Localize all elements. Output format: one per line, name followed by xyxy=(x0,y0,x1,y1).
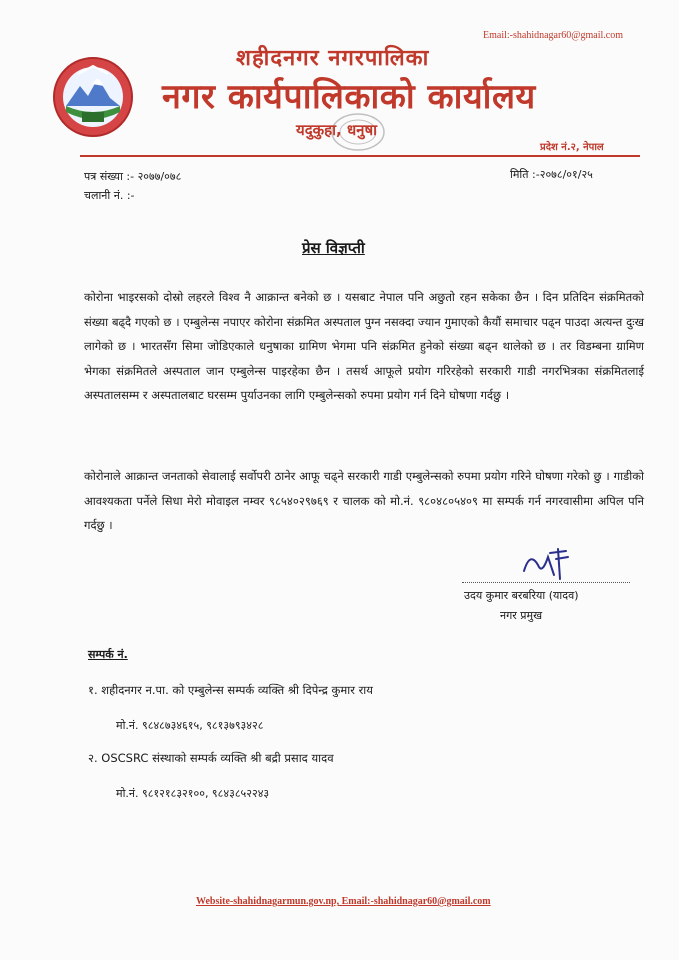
header-email: Email:-shahidnagar60@gmail.com xyxy=(483,30,624,41)
signer-name: उदय कुमार बरबरिया (यादव) xyxy=(464,589,579,602)
contact-phone-1: मो.नं. ९८४८७३४६१५, ९८१३७९३४२८ xyxy=(116,719,264,732)
office-name: नगर कार्यपालिकाको कार्यालय xyxy=(162,77,536,117)
signer-designation: नगर प्रमुख xyxy=(500,609,543,622)
contacts-heading: सम्पर्क नं. xyxy=(88,648,128,661)
letter-date: मिति :-२०७८/०१/२५ xyxy=(510,168,593,181)
reference-number: पत्र संख्या :- २०७७/०७८ xyxy=(84,170,182,183)
header-divider xyxy=(80,155,640,157)
signature-icon xyxy=(520,545,570,581)
letter-ref-block xyxy=(84,167,181,205)
dispatch-number: चलानी नं. :- xyxy=(84,189,135,202)
contact-item-1: १. शहीदनगर न.पा. को एम्बुलेन्स सम्पर्क व्यक्ति श्री दिपेन्द्र कुमार राय xyxy=(88,683,373,697)
municipality-name: शहीदनगर नगरपालिका xyxy=(236,46,430,71)
province-label: प्रदेश नं.२, नेपाल xyxy=(540,142,604,153)
signature-line xyxy=(462,582,630,583)
office-location: यदुकुहा, धनुषा xyxy=(296,121,378,139)
contact-item-2: २. OSCSRC संस्थाको सम्पर्क व्यक्ति श्री बद्री प्रसाद यादव xyxy=(88,751,334,765)
body-paragraph-1: कोरोना भाइरसको दोस्रो लहरले विश्व नै आक्रान्त बनेको छ । यसबाट नेपाल पनि अछुतो रहन सकेका छैन । दिन प्रतिदिन संक्रमितको संख्या बढ्दै गएको छ । एम्बुलेन्स नपाएर कोरोना संक्रमित अस्पताल पुग्न नसक्दा ज्यान गुमाएको कैयौं समाचार पढ्न पाउदा अत्यन्त दुःख लागेको छ । भारतसँग सिमा जोडिएकाले धनुषाका ग्रामिण भेगमा पनि संक्रमित हुनेको संख्या बढ्न थालेको छ । तर विडम्बना ग्रामिण भेगका संक्रमितले अस्पताल जान एम्बुलेन्स पाइरहेका छैन । तसर्थ आफूले प्रयोग गरिरहेको सरकारी गाडी नगरभित्रका संक्रमितलाई अस्पतालसम्म र अस्पतालबाट घरसम्म पुर्याउनका लागि एम्बुलेन्सको रुपमा प्रयोग गर्न दिने घोषणा गर्दछु । xyxy=(84,290,644,402)
footer-website-email[interactable]: Website-shahidnagarmun.gov.np, Email:-shahidnagar60@gmail.com xyxy=(196,896,491,907)
nepal-emblem-logo-icon xyxy=(52,56,134,138)
body-paragraph-2: कोरोनाले आक्रान्त जनताको सेवालाई सर्वोपरी ठानेर आफू चढ्ने सरकारी गाडी एम्बुलेन्सको रुपमा प्रयोग गरिने घोषणा गरेको छु । गाडीको आवश्यकता पर्नेले सिधा मेरो मोवाइल नम्वर ९८५४०२९७६९ र चालक को मो.नं. ९८०४८०५४०९ मा सम्पर्क गर्न नगरवासीमा अपिल पनि गर्दछु । xyxy=(84,469,644,532)
contact-phone-2: मो.नं. ९८१२१८३२१००, ९८४३८५२२४३ xyxy=(116,787,270,800)
press-release-title: प्रेस विज्ञप्ती xyxy=(302,239,365,257)
